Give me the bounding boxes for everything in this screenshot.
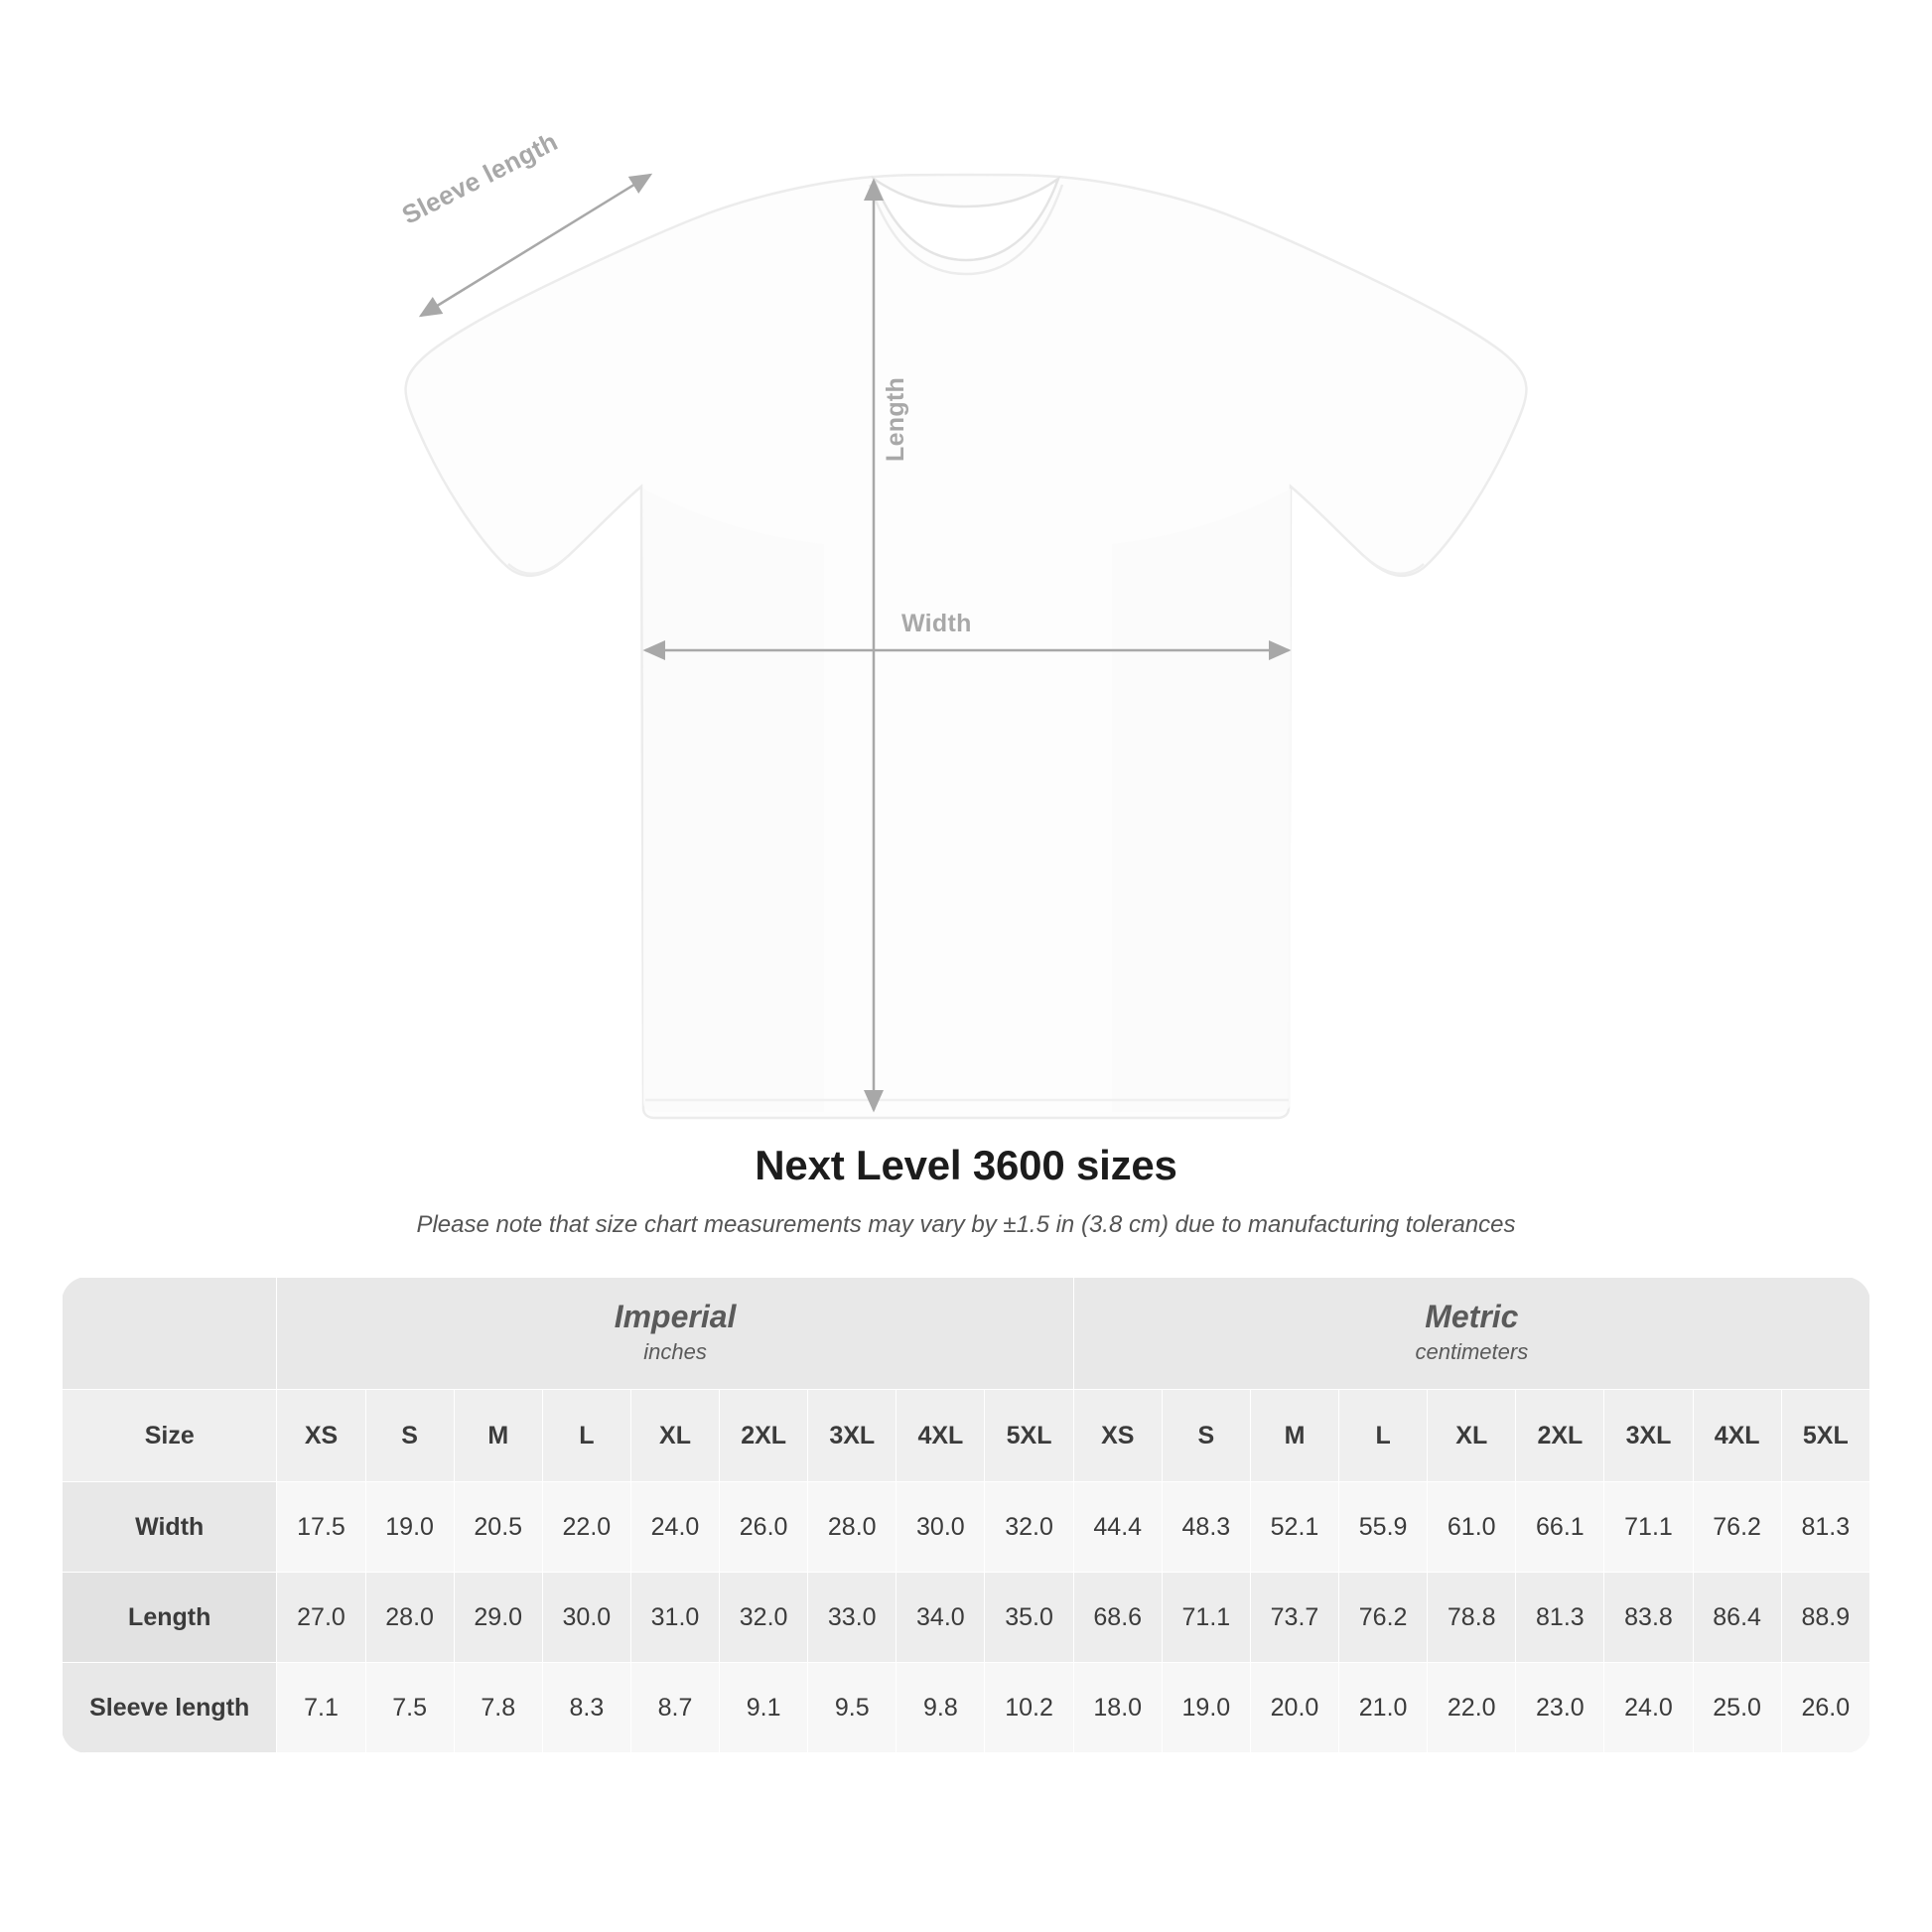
header-size-xl-metric: XL [1428, 1390, 1516, 1482]
cell-sleeve-15: 24.0 [1604, 1663, 1693, 1753]
header-size-l-imperial: L [542, 1390, 630, 1482]
cell-length-8: 35.0 [985, 1573, 1073, 1663]
cell-width-8: 32.0 [985, 1482, 1073, 1573]
metric-sub: centimeters [1415, 1338, 1529, 1364]
table-row [63, 1663, 1870, 1753]
cell-sleeve-14: 23.0 [1516, 1663, 1604, 1753]
cell-sleeve-8: 10.2 [985, 1663, 1073, 1753]
cell-width-15: 71.1 [1604, 1482, 1693, 1573]
cell-width-4: 24.0 [630, 1482, 719, 1573]
cell-width-17: 81.3 [1781, 1482, 1869, 1573]
cell-length-1: 28.0 [365, 1573, 454, 1663]
cell-length-14: 81.3 [1516, 1573, 1604, 1663]
cell-sleeve-9: 18.0 [1073, 1663, 1162, 1753]
unit-group-row [63, 1278, 1870, 1390]
header-size-l-metric: L [1339, 1390, 1428, 1482]
cell-length-3: 30.0 [542, 1573, 630, 1663]
size-table-wrapper [62, 1277, 1870, 1753]
cell-sleeve-13: 22.0 [1428, 1663, 1516, 1753]
unit-spacer-cell [63, 1278, 277, 1390]
sleeve-length-label: Sleeve length [397, 126, 563, 230]
header-size-5xl-metric: 5XL [1781, 1390, 1869, 1482]
header-size-xl-imperial: XL [630, 1390, 719, 1482]
cell-length-4: 31.0 [630, 1573, 719, 1663]
row-label-width: Width [63, 1482, 277, 1573]
cell-width-10: 48.3 [1162, 1482, 1250, 1573]
table-header-row [63, 1390, 1870, 1482]
unit-group-imperial [277, 1278, 1073, 1390]
cell-width-6: 28.0 [808, 1482, 897, 1573]
cell-width-16: 76.2 [1693, 1482, 1781, 1573]
header-size-3xl-metric: 3XL [1604, 1390, 1693, 1482]
header-size-3xl-imperial: 3XL [808, 1390, 897, 1482]
cell-width-2: 20.5 [454, 1482, 542, 1573]
header-size-m-imperial: M [454, 1390, 542, 1482]
cell-sleeve-12: 21.0 [1339, 1663, 1428, 1753]
cell-length-7: 34.0 [897, 1573, 985, 1663]
cell-sleeve-1: 7.5 [365, 1663, 454, 1753]
cell-width-3: 22.0 [542, 1482, 630, 1573]
header-size-xs-imperial: XS [277, 1390, 365, 1482]
cell-sleeve-16: 25.0 [1693, 1663, 1781, 1753]
header-size-s-imperial: S [365, 1390, 454, 1482]
tshirt-shape [406, 175, 1527, 1118]
header-size-4xl-imperial: 4XL [897, 1390, 985, 1482]
row-label-sleeve-length: Sleeve length [63, 1663, 277, 1753]
header-size: Size [63, 1390, 277, 1482]
cell-width-13: 61.0 [1428, 1482, 1516, 1573]
cell-width-11: 52.1 [1250, 1482, 1338, 1573]
row-label-length: Length [63, 1573, 277, 1663]
table-row [63, 1482, 1870, 1573]
cell-width-12: 55.9 [1339, 1482, 1428, 1573]
header-size-4xl-metric: 4XL [1693, 1390, 1781, 1482]
tolerance-note: Please note that size chart measurements may vary by ±1.5 in (3.8 cm) due to manufacturing tolerances [416, 1211, 1516, 1238]
cell-width-1: 19.0 [365, 1482, 454, 1573]
cell-sleeve-7: 9.8 [897, 1663, 985, 1753]
cell-sleeve-2: 7.8 [454, 1663, 542, 1753]
cell-width-14: 66.1 [1516, 1482, 1604, 1573]
cell-sleeve-3: 8.3 [542, 1663, 630, 1753]
cell-width-0: 17.5 [277, 1482, 365, 1573]
cell-width-7: 30.0 [897, 1482, 985, 1573]
cell-sleeve-5: 9.1 [720, 1663, 808, 1753]
header-size-2xl-metric: 2XL [1516, 1390, 1604, 1482]
cell-length-15: 83.8 [1604, 1573, 1693, 1663]
metric-name: Metric [1425, 1299, 1519, 1335]
size-table [62, 1277, 1870, 1753]
cell-sleeve-4: 8.7 [630, 1663, 719, 1753]
unit-group-metric [1073, 1278, 1869, 1390]
cell-length-12: 76.2 [1339, 1573, 1428, 1663]
cell-length-10: 71.1 [1162, 1573, 1250, 1663]
header-size-s-metric: S [1162, 1390, 1250, 1482]
cell-sleeve-17: 26.0 [1781, 1663, 1869, 1753]
cell-length-2: 29.0 [454, 1573, 542, 1663]
imperial-name: Imperial [614, 1299, 737, 1335]
header-size-xs-metric: XS [1073, 1390, 1162, 1482]
header-size-m-metric: M [1250, 1390, 1338, 1482]
cell-length-16: 86.4 [1693, 1573, 1781, 1663]
header-size-5xl-imperial: 5XL [985, 1390, 1073, 1482]
table-row [63, 1573, 1870, 1663]
width-label: Width [901, 610, 972, 637]
imperial-sub: inches [643, 1338, 707, 1364]
length-label: Length [882, 376, 909, 462]
cell-length-17: 88.9 [1781, 1573, 1869, 1663]
title-block [0, 1142, 1932, 1239]
cell-sleeve-10: 19.0 [1162, 1663, 1250, 1753]
cell-sleeve-0: 7.1 [277, 1663, 365, 1753]
page-title: Next Level 3600 sizes [755, 1142, 1177, 1188]
header-size-2xl-imperial: 2XL [720, 1390, 808, 1482]
cell-length-9: 68.6 [1073, 1573, 1162, 1663]
cell-length-0: 27.0 [277, 1573, 365, 1663]
cell-sleeve-11: 20.0 [1250, 1663, 1338, 1753]
cell-width-5: 26.0 [720, 1482, 808, 1573]
cell-length-13: 78.8 [1428, 1573, 1516, 1663]
cell-width-9: 44.4 [1073, 1482, 1162, 1573]
cell-length-6: 33.0 [808, 1573, 897, 1663]
cell-length-5: 32.0 [720, 1573, 808, 1663]
cell-length-11: 73.7 [1250, 1573, 1338, 1663]
cell-sleeve-6: 9.5 [808, 1663, 897, 1753]
